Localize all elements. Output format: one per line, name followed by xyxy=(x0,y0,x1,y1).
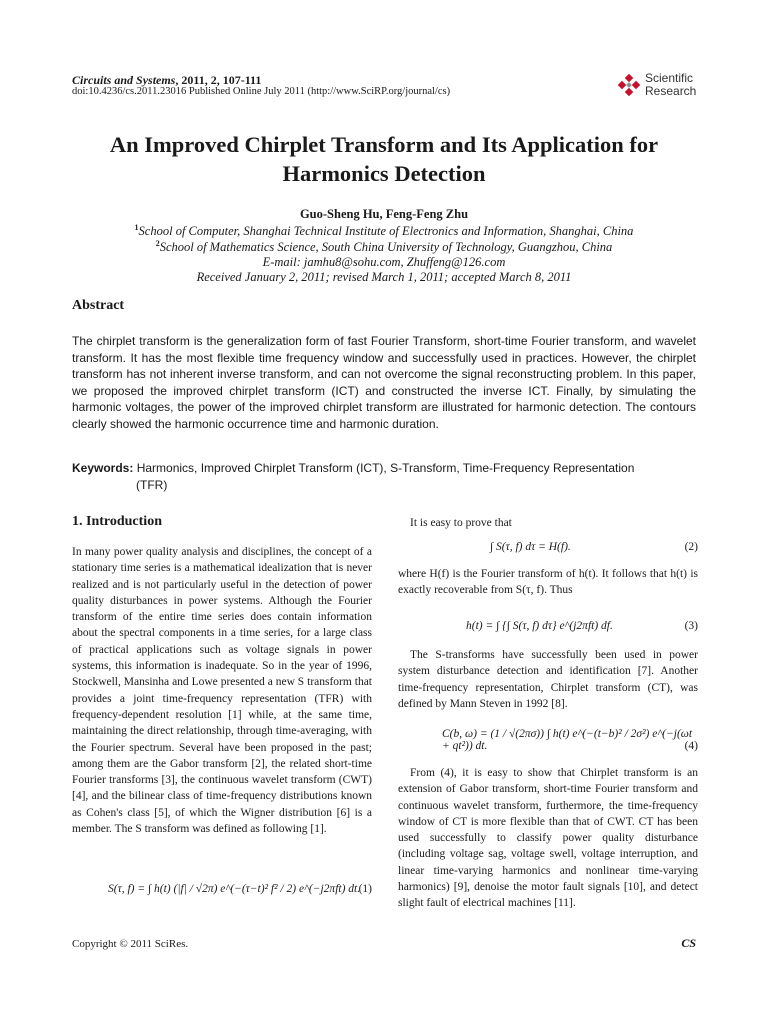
intro-left-column: In many power quality analysis and disciplines, the concept of a stationary time series is a mathematical idealization that is never realized and is not particularly useful in the detection of power quality disturbances in power systems. Although the Fourier transform of the entire time series does contain information about the spectral components in a time series, for a large class of practical applications such as voltage signals in power systems, this information is inadequate. So in the year of 1996, Stockwell, Mansinha and Lowe presented a new S transform that provides a joint time-frequency representation (TFR) with frequency-dependent resolution [1] while, at the same time, maintaining the direct relationship, through time-averaging, with the Fourier spectrum. Several have been proposed in the past; among them are the Gabor transform [2], the related short-time Fourier transforms [3], the continuous wavelet transform (CWT) [4], and the bilinear class of time-frequency distributions known as Cohen's class [5], of which the Wigner distribution [6] is a member. The S transform was defined as following [1]. xyxy=(72,546,372,836)
equation-2-body: ∫ S(τ, f) dτ = H(f). xyxy=(490,541,571,553)
publisher-name-line1: Scientific xyxy=(645,71,694,85)
keywords-label: Keywords: xyxy=(72,461,134,475)
equation-4 xyxy=(442,728,698,752)
journal-name: Circuits and Systems xyxy=(72,73,176,87)
journal-ref: , 2011, 2, 107-111 xyxy=(175,73,262,87)
keywords-text-1: Harmonics, Improved Chirplet Transform (ICT), S-Transform, Time-Frequency Representation xyxy=(136,461,635,475)
received-dates: Received January 2, 2011; revised March 1, 2011; accepted March 8, 2011 xyxy=(196,270,572,284)
affiliation-1-text: School of Computer, Shanghai Technical Institute of Electronics and Information, Shanghai, China xyxy=(138,224,634,239)
scientific-research-logo-icon xyxy=(618,74,640,96)
section-heading-introduction: 1. Introduction xyxy=(72,514,162,529)
equation-3-number: (3) xyxy=(684,620,698,632)
copyright: Copyright © 2011 SciRes. xyxy=(72,938,189,950)
equation-1 xyxy=(108,883,372,895)
intro-right-p2: where H(f) is the Fourier transform of h(t). It follows that h(t) is exactly recoverable from S(τ, f). Thus xyxy=(398,568,698,597)
journal-abbreviation: CS xyxy=(681,936,696,950)
equation-2-number: (2) xyxy=(684,541,698,553)
publisher-name-line2: Research xyxy=(645,84,697,98)
keywords xyxy=(72,460,696,494)
doi-line: doi:10.4236/cs.2011.23016 Published Online July 2011 (http://www.SciRP.org/journal/cs) xyxy=(72,86,451,97)
equation-3-body: h(t) = ∫ {∫ S(τ, f) dτ} e^(j2πft) df. xyxy=(466,620,613,632)
affiliation-1 xyxy=(60,223,708,239)
email-line: E-mail: jamhu8@sohu.com, Zhuffeng@126.com xyxy=(262,255,506,269)
paper-title xyxy=(60,130,708,188)
keywords-text-2: (TFR) xyxy=(136,478,168,492)
affiliation-2-text: School of Mathematics Science, South China University of Technology, Guangzhou, China xyxy=(159,240,613,255)
intro-right-p3: The S-transforms have successfully been used in power system disturbance detection and identification [7]. Another time-frequency representation, Chirplet transform (CT), was defined by Mann Steven in 1992 [8]. xyxy=(398,649,698,710)
equation-1-body: S(τ, f) = ∫ h(t) (|f| / √2π) e^(−(τ−t)² f² / 2) e^(−j2πft) dt. xyxy=(108,883,361,895)
intro-right-p4: From (4), it is easy to show that Chirplet transform is an extension of Gabor transform, short-time Fourier transform and continuous wavelet transform, furthermore, the time-frequency window of CT is more flexible than that of CWT. CT has been used successfully to classify power quality disturbance (including voltage sag, voltage swell, voltage interruption, and linear time-varying harmonics and nonlinear time-varying harmonics) [9], denoise the motor fault signals [10], and detect slight fault of electrical machines [11]. xyxy=(398,767,698,910)
publisher-logo xyxy=(618,72,708,100)
intro-right-p1: It is easy to prove that xyxy=(410,517,512,529)
abstract-text: The chirplet transform is the generalization form of fast Fourier Transform, short-time Fourier transform, and wavelet transform. It has the most flexible time frequency window and successfully used in practices. However, the chirplet transform has not inherent inverse transform, and can not overcome the signal reconstructing problem. In this paper, we proposed the improved chirplet transform (ICT) and constructed the inverse ICT. Finally, by simulating the harmonic voltages, the power of the improved chirplet transform are illustrated for harmonic detection. The contours clearly showed the harmonic occurrence time and harmonic duration. xyxy=(72,334,696,431)
equation-3 xyxy=(466,620,698,632)
affiliation-2 xyxy=(60,239,708,255)
title-line-2: Harmonics Detection xyxy=(282,161,486,186)
abstract-heading: Abstract xyxy=(72,298,125,313)
equation-2 xyxy=(490,541,698,553)
equation-4-body: C(b, ω) = (1 / √(2πσ)) ∫ h(t) e^(−(t−b)² / 2σ²) e^(−j(ωt + qt²)) dt. xyxy=(442,728,693,752)
authors: Guo-Sheng Hu, Feng-Feng Zhu xyxy=(299,207,469,221)
equation-1-number: (1) xyxy=(358,883,372,895)
aff-sup-1: 1 xyxy=(134,223,139,232)
title-line-1: An Improved Chirplet Transform and Its Application for xyxy=(109,132,659,157)
equation-4-number: (4) xyxy=(684,740,698,752)
aff-sup-2: 2 xyxy=(155,239,160,248)
